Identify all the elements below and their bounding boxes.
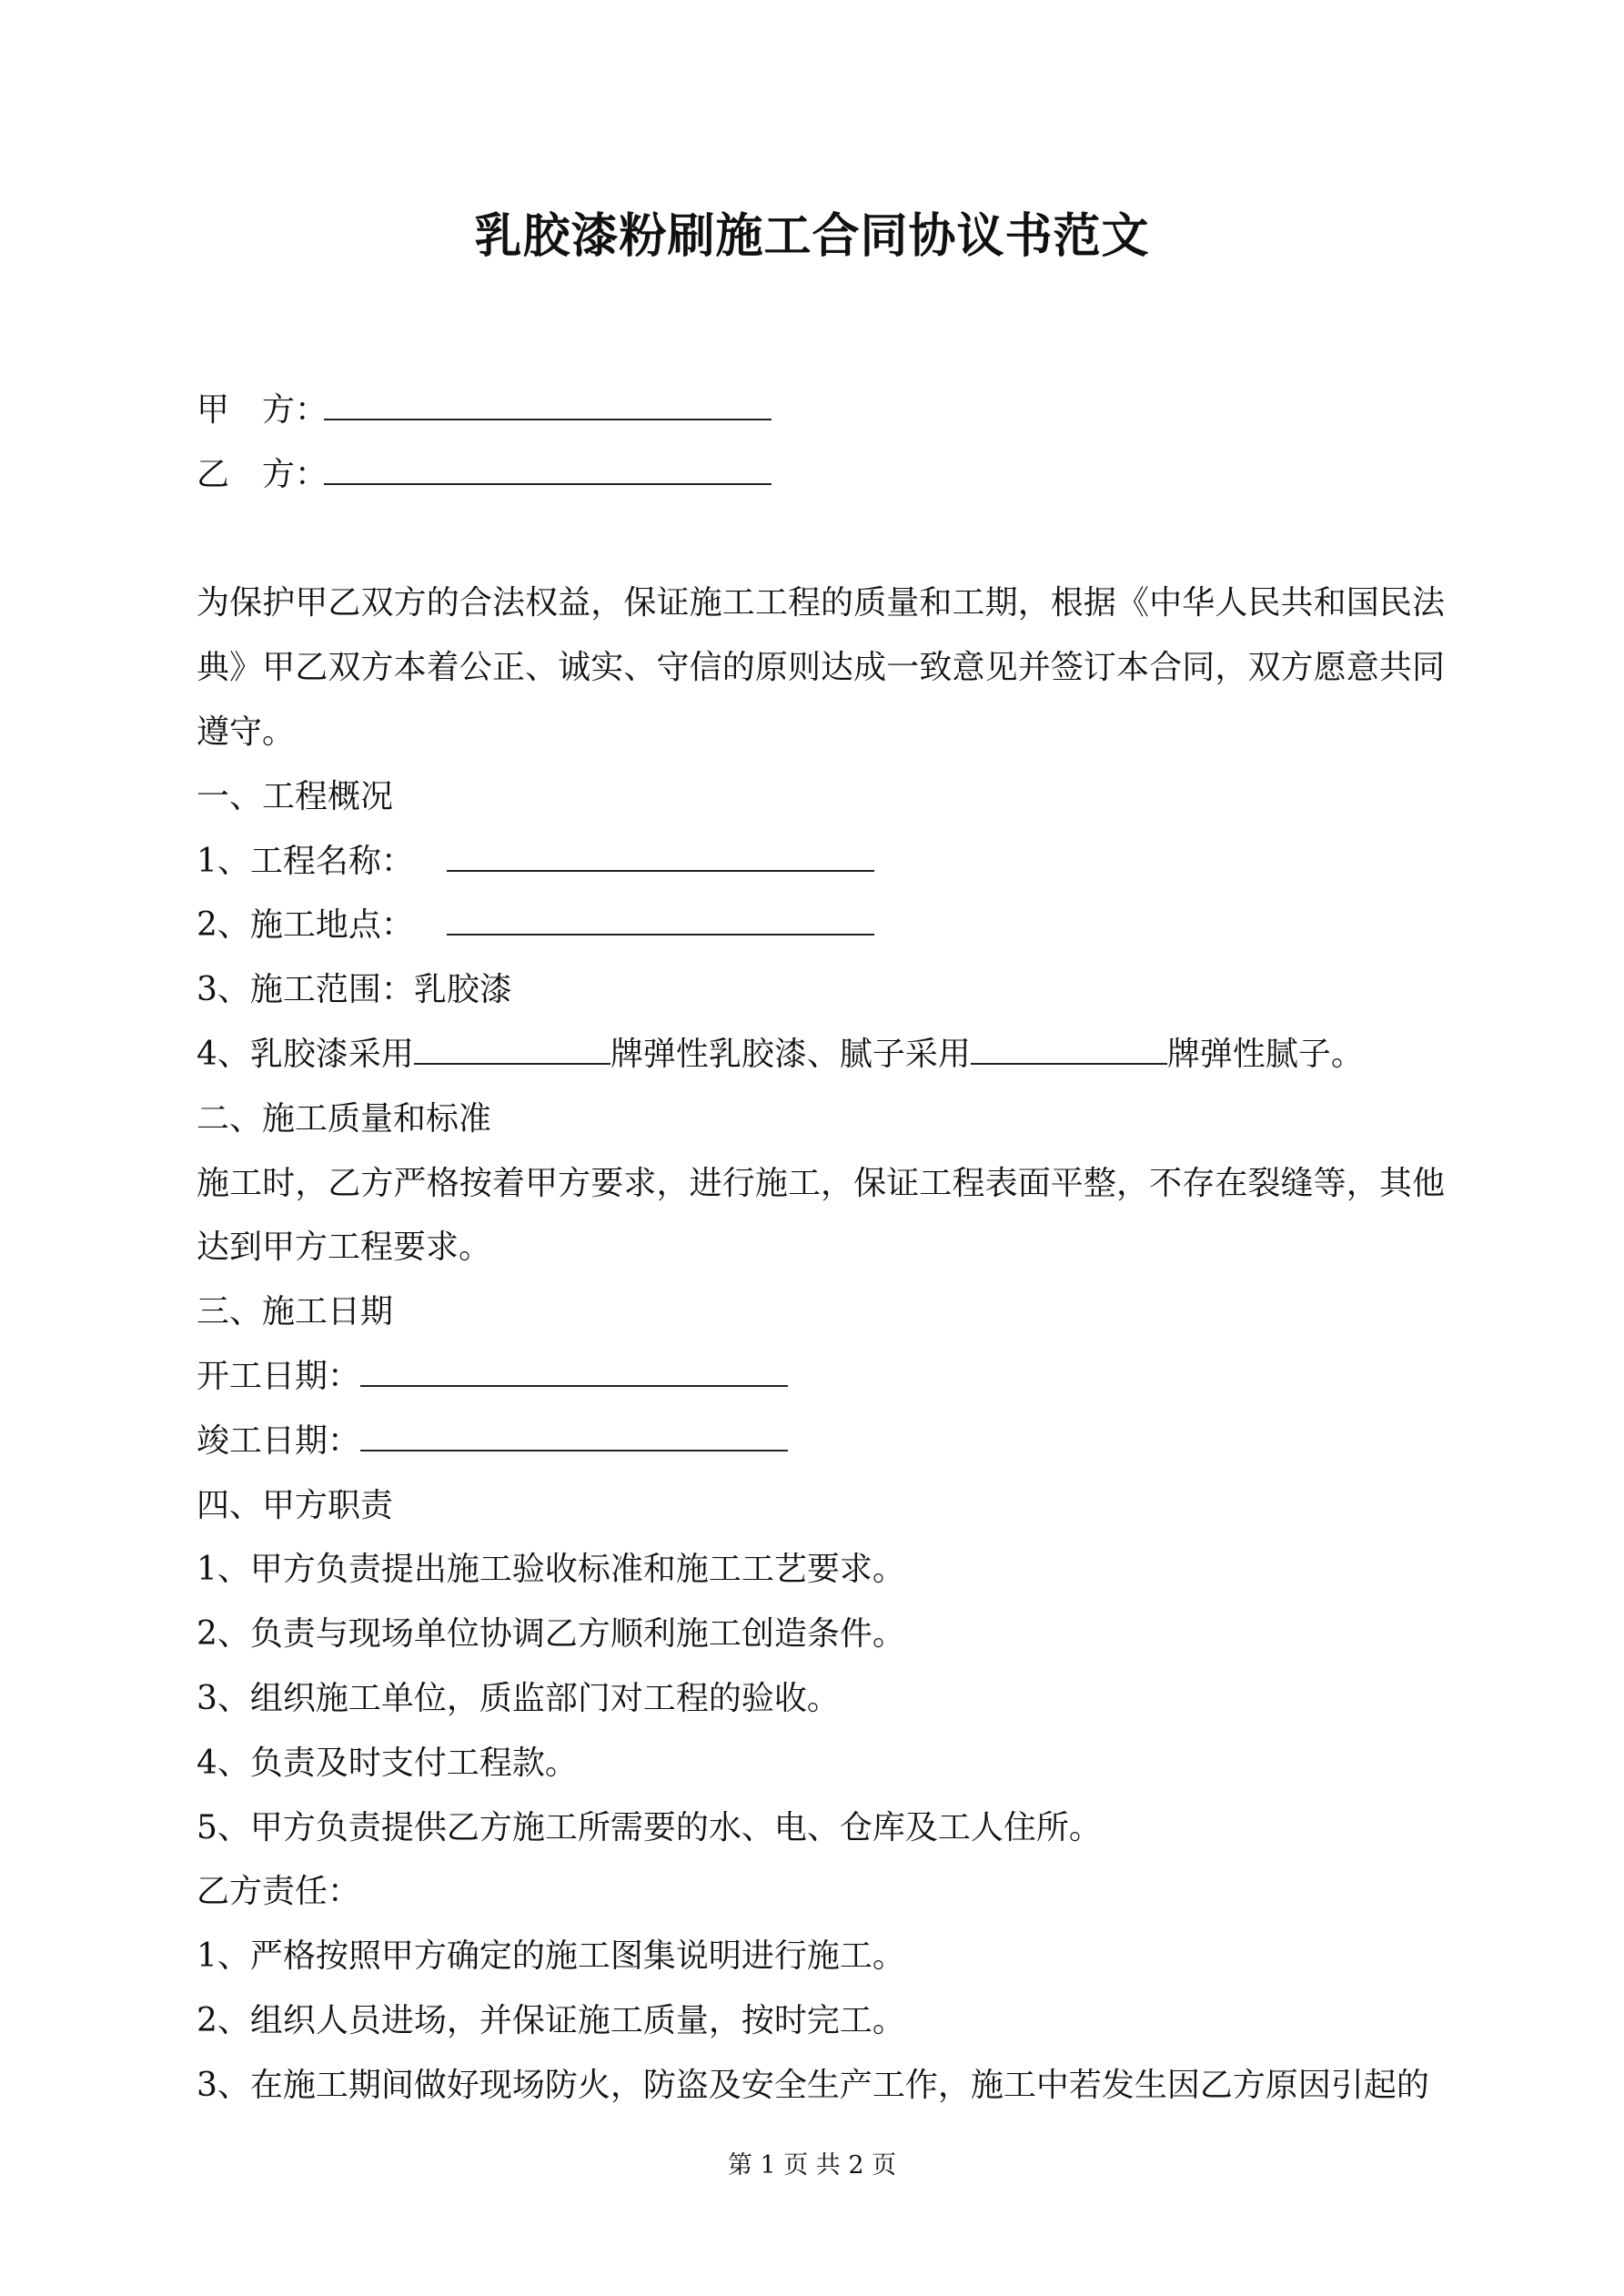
list-item: 4、负责及时支付工程款。 — [197, 1744, 578, 1782]
document-body — [197, 379, 1445, 2119]
party-a-blank[interactable] — [324, 391, 772, 420]
list-item: 5、甲方负责提供乙方施工所需要的水、电、仓库及工人住所。 — [197, 1808, 1102, 1846]
list-item: 2、负责与现场单位协调乙方顺利施工创造条件。 — [197, 1615, 905, 1654]
section3-heading: 三、施工日期 — [197, 1293, 394, 1331]
start-date-label: 开工日期： — [197, 1357, 361, 1395]
list-item: 1、严格按照甲方确定的施工图集说明进行施工。 — [197, 1937, 905, 1976]
party-b-label: 乙 方： — [197, 455, 328, 493]
page-number: 第 1 页 共 2 页 — [727, 2151, 897, 2180]
site-line — [197, 894, 1445, 958]
section2-text: 施工时，乙方严格按着甲方要求，进行施工，保证工程表面平整，不存在裂缝等，其他达到甲方工程要求。 — [197, 1164, 1445, 1267]
project-name-label: 1、工程名称： — [197, 842, 414, 880]
preamble: 为保护甲乙双方的合法权益，保证施工工程的质量和工期，根据《中华人民共和国民法典》甲乙双方本着公正、诚实、守信的原则达成一致意见并签订本合同，双方愿意共同遵守。 — [197, 584, 1445, 751]
party-a-line — [197, 379, 1445, 443]
materials-line — [197, 1023, 1445, 1087]
site-blank[interactable] — [447, 906, 874, 936]
section1-heading: 一、工程概况 — [197, 777, 394, 815]
project-name-blank[interactable] — [447, 843, 874, 872]
list-item: 2、组织人员进场，并保证施工质量，按时完工。 — [197, 2001, 905, 2039]
end-date-blank[interactable] — [360, 1422, 788, 1451]
project-name-line — [197, 830, 1445, 895]
materials-text-b: 牌弹性乳胶漆、腻子采用 — [610, 1035, 971, 1073]
list-item: 3、组织施工单位，质监部门对工程的验收。 — [197, 1679, 840, 1717]
list-item: 3、在施工期间做好现场防火，防盗及安全生产工作，施工中若发生因乙方原因引起的 — [197, 2066, 1429, 2104]
section2-heading: 二、施工质量和标准 — [197, 1099, 492, 1138]
party-b-blank[interactable] — [324, 456, 772, 485]
end-date-label: 竣工日期： — [197, 1421, 361, 1460]
document-title: 乳胶漆粉刷施工合同协议书范文 — [474, 208, 1150, 264]
materials-text-c: 牌弹性腻子。 — [1166, 1035, 1364, 1073]
scope-line: 3、施工范围：乳胶漆 — [197, 971, 512, 1009]
materials-text-a: 4、乳胶漆采用 — [197, 1035, 414, 1073]
paint-brand-blank[interactable] — [414, 1036, 610, 1065]
party-b-line — [197, 443, 1445, 508]
start-date-line — [197, 1345, 1445, 1410]
spacer — [197, 508, 1445, 572]
party-a-label: 甲 方： — [197, 391, 328, 429]
section5-heading: 乙方责任： — [197, 1873, 361, 1911]
list-item: 1、甲方负责提出施工验收标准和施工工艺要求。 — [197, 1551, 905, 1589]
end-date-line — [197, 1410, 1445, 1474]
putty-brand-blank[interactable] — [971, 1036, 1167, 1065]
section4-heading: 四、甲方职责 — [197, 1486, 394, 1524]
start-date-blank[interactable] — [360, 1358, 788, 1387]
site-label: 2、施工地点： — [197, 906, 414, 945]
